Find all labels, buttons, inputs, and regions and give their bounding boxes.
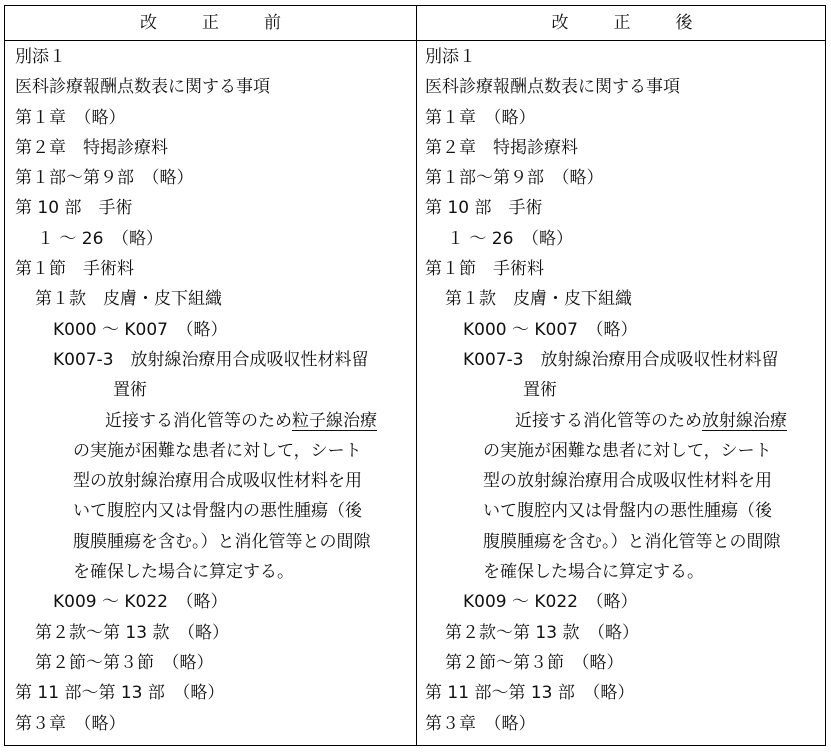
line-title: 医科診療報酬点数表に関する事項 (15, 77, 270, 98)
line-article1: 第１款 皮膚・皮下組織 (35, 289, 222, 310)
line-article1: 第１款 皮膚・皮下組織 (445, 289, 632, 310)
changed-term: 粒子線治療 (292, 410, 377, 431)
header-after: 改 正 後 (551, 13, 707, 33)
para1-text: 近接する消化管等のため (515, 410, 702, 431)
line-article2-13: 第２款～第 13 款 （略） (445, 622, 639, 643)
line-para3: 型の放射線治療用合成吸収性材料を用 (73, 471, 362, 492)
line-section1: 第１節 手術料 (425, 259, 544, 280)
line-article2-13: 第２款～第 13 款 （略） (35, 622, 229, 643)
line-chapter3: 第３章 （略） (425, 713, 536, 734)
line-title: 医科診療報酬点数表に関する事項 (425, 77, 680, 98)
para1-text: 近接する消化管等のため (105, 410, 292, 431)
line-chapter2: 第２章 特掲診療料 (425, 137, 578, 158)
line-part1-9: 第１部～第９部 （略） (15, 168, 194, 189)
line-para3: 型の放射線治療用合成吸収性材料を用 (483, 471, 772, 492)
line-k009-k022: K009 ～ K022 （略） (463, 592, 638, 613)
line-items-1-26: １ ～ 26 （略） (447, 228, 573, 249)
header-before: 改 正 前 (140, 13, 295, 33)
line-k009-k022: K009 ～ K022 （略） (53, 592, 228, 613)
line-part11-13: 第 11 部～第 13 部 （略） (425, 683, 635, 704)
line-para4: いて腹腔内又は骨盤内の悪性腫瘍（後 (483, 501, 772, 522)
changed-term: 放射線治療 (702, 410, 787, 431)
comparison-table (4, 5, 826, 746)
line-para6: を確保した場合に算定する。 (73, 562, 294, 583)
line-para4: いて腹腔内又は骨盤内の悪性腫瘍（後 (73, 501, 362, 522)
line-part11-13: 第 11 部～第 13 部 （略） (15, 683, 225, 704)
line-section1: 第１節 手術料 (15, 259, 134, 280)
line-section2-3: 第２節～第３節 （略） (35, 652, 214, 673)
line-k000-k007: K000 ～ K007 （略） (463, 319, 638, 340)
line-part10: 第 10 部 手術 (15, 198, 133, 219)
line-k007-3-cont: 置術 (113, 380, 147, 401)
line-para5: 腹膜腫瘍を含む。）と消化管等との間隙 (483, 531, 781, 552)
column-after (425, 42, 825, 739)
line-chapter1: 第１章 （略） (425, 107, 536, 128)
line-para2: の実施が困難な患者に対して，シート (73, 440, 362, 461)
line-para1 (425, 406, 825, 436)
line-k000-k007: K000 ～ K007 （略） (53, 319, 228, 340)
line-para5: 腹膜腫瘍を含む。）と消化管等との間隙 (73, 531, 371, 552)
column-divider (416, 6, 417, 745)
line-para1 (15, 406, 413, 436)
line-chapter2: 第２章 特掲診療料 (15, 137, 168, 158)
line-k007-3: K007-3 放射線治療用合成吸収性材料留 (53, 349, 369, 370)
line-k007-3-cont: 置術 (523, 380, 557, 401)
column-before (15, 42, 413, 739)
line-chapter1: 第１章 （略） (15, 107, 126, 128)
line-section2-3: 第２節～第３節 （略） (445, 652, 624, 673)
line-para6: を確保した場合に算定する。 (483, 562, 704, 583)
line-items-1-26: １ ～ 26 （略） (37, 228, 163, 249)
header-divider (5, 40, 825, 41)
line-part1-9: 第１部～第９部 （略） (425, 168, 604, 189)
line-para2: の実施が困難な患者に対して，シート (483, 440, 772, 461)
line-k007-3: K007-3 放射線治療用合成吸収性材料留 (463, 349, 779, 370)
line-part10: 第 10 部 手術 (425, 198, 543, 219)
line-attachment: 別添１ (15, 47, 66, 67)
line-attachment: 別添１ (425, 47, 476, 67)
line-chapter3: 第３章 （略） (15, 713, 126, 734)
